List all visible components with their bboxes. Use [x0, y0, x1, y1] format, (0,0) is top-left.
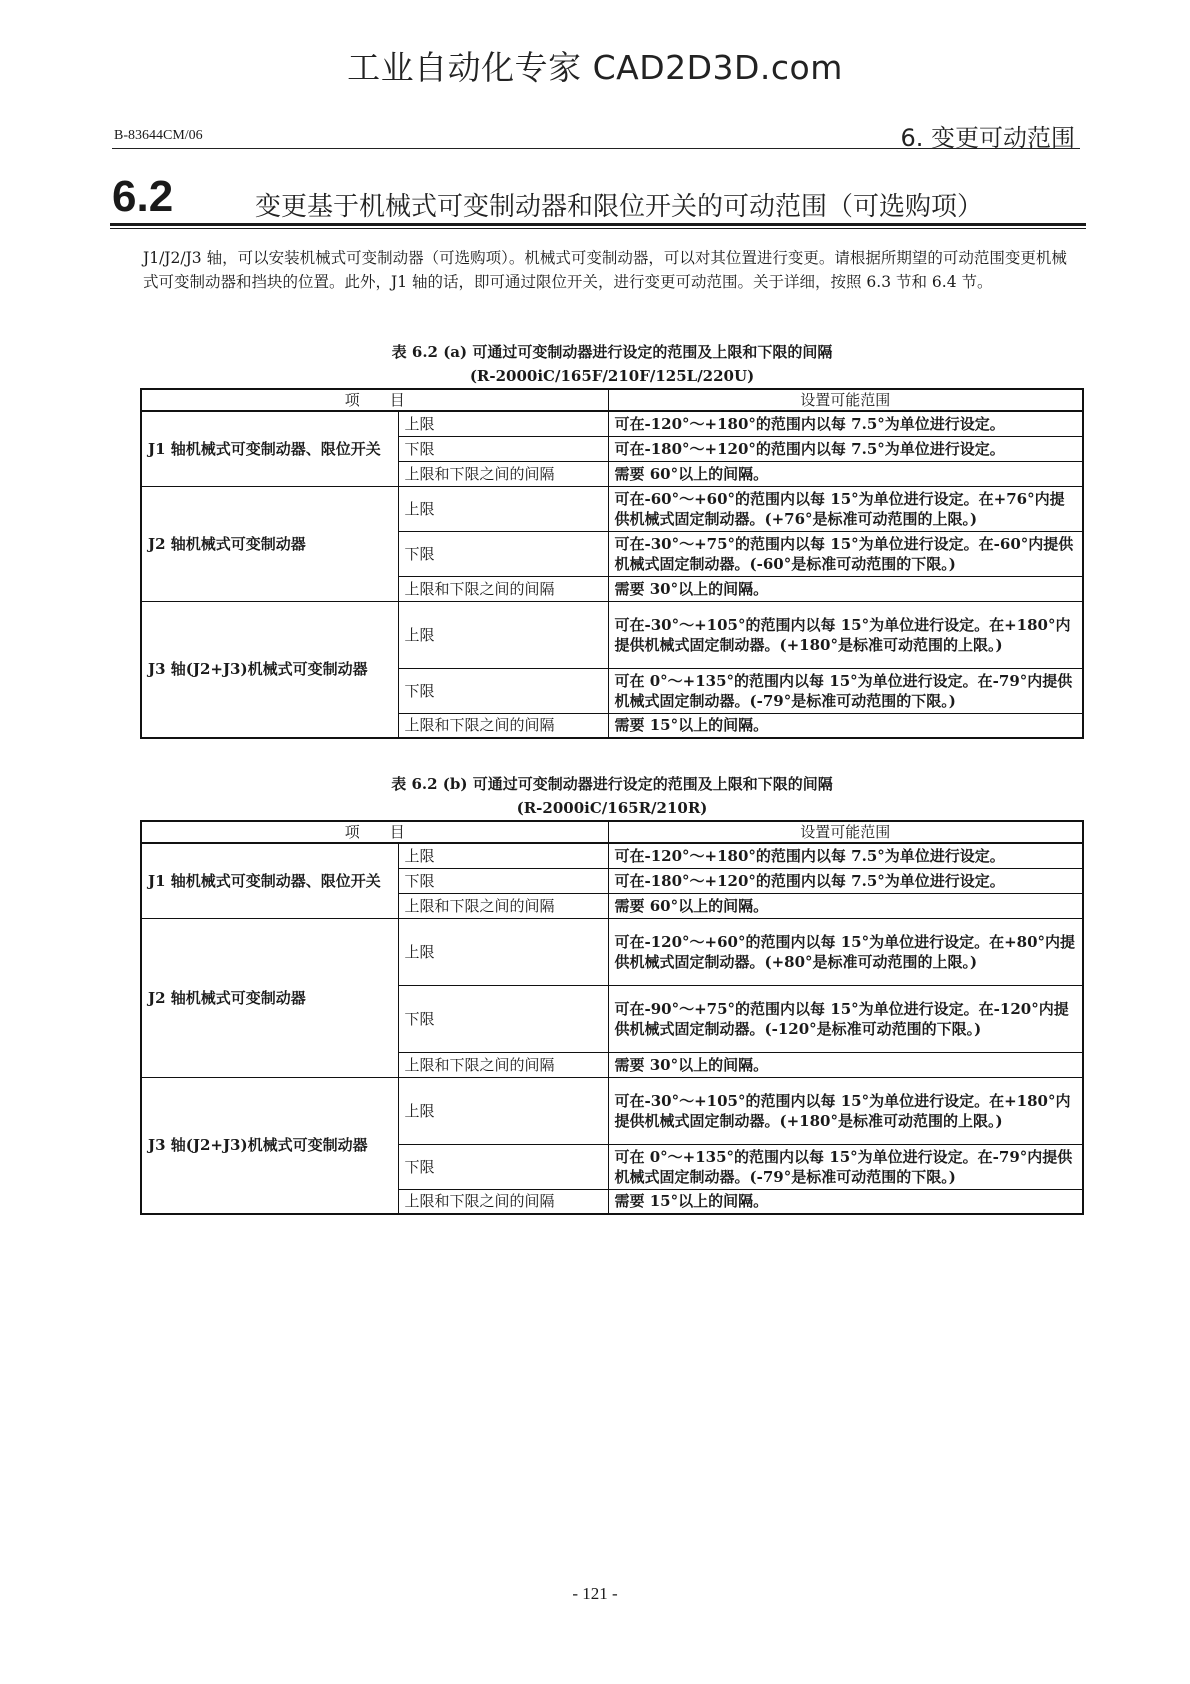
header-range: 设置可能范围: [608, 389, 1083, 411]
range-cell: 需要 60°以上的间隔。: [608, 893, 1083, 918]
range-cell: 需要 60°以上的间隔。: [608, 461, 1083, 486]
condition-cell: 上限和下限之间的间隔: [398, 1189, 608, 1214]
condition-cell: 下限: [398, 531, 608, 576]
range-cell: 可在-120°～+60°的范围内以每 15°为单位进行设定。在+80°内提供机械式固定制动器。(+80°是标准可动范围的上限。): [608, 918, 1083, 985]
table-row: [141, 1077, 1083, 1144]
range-cell: 可在-180°～+120°的范围内以每 7.5°为单位进行设定。: [608, 868, 1083, 893]
range-cell: 可在-90°～+75°的范围内以每 15°为单位进行设定。在-120°内提供机械式固定制动器。(-120°是标准可动范围的下限。): [608, 985, 1083, 1052]
condition-cell: 上限和下限之间的间隔: [398, 713, 608, 738]
condition-cell: 上限: [398, 601, 608, 668]
table-row: [141, 918, 1083, 985]
range-cell: 需要 15°以上的间隔。: [608, 1189, 1083, 1214]
document-code: B-83644CM/06: [114, 128, 203, 143]
section-rule-thin: [110, 228, 1086, 229]
section-rule: [110, 223, 1086, 226]
condition-cell: 上限和下限之间的间隔: [398, 893, 608, 918]
item-cell: J2 轴机械式可变制动器: [141, 486, 398, 601]
condition-cell: 下限: [398, 668, 608, 713]
header-item: 项 目: [141, 389, 608, 411]
condition-cell: 上限: [398, 918, 608, 985]
table-row: [141, 843, 1083, 868]
range-cell: 可在-30°～+75°的范围内以每 15°为单位进行设定。在-60°内提供机械式固定制动器。(-60°是标准可动范围的下限。): [608, 531, 1083, 576]
range-cell: 可在-30°～+105°的范围内以每 15°为单位进行设定。在+180°内提供机械式固定制动器。(+180°是标准可动范围的上限。): [608, 1077, 1083, 1144]
condition-cell: 上限: [398, 486, 608, 531]
table-header-row: [141, 389, 1083, 411]
header-divider: [112, 148, 1080, 149]
condition-cell: 上限: [398, 411, 608, 436]
condition-cell: 下限: [398, 1144, 608, 1189]
condition-cell: 下限: [398, 868, 608, 893]
item-cell: J1 轴机械式可变制动器、限位开关: [141, 411, 398, 486]
header-item: 项 目: [141, 821, 608, 843]
table-b-model: (R-2000iC/165R/210R): [516, 799, 708, 817]
range-cell: 可在-30°～+105°的范围内以每 15°为单位进行设定。在+180°内提供机械式固定制动器。(+180°是标准可动范围的上限。): [608, 601, 1083, 668]
range-cell: 可在 0°～+135°的范围内以每 15°为单位进行设定。在-79°内提供机械式固定制动器。(-79°是标准可动范围的下限。): [608, 1144, 1083, 1189]
item-cell: J2 轴机械式可变制动器: [141, 918, 398, 1077]
header-range: 设置可能范围: [608, 821, 1083, 843]
section-number: 6.2: [112, 172, 174, 221]
condition-cell: 上限和下限之间的间隔: [398, 461, 608, 486]
table-a: [140, 388, 1084, 739]
range-cell: 可在-60°～+60°的范围内以每 15°为单位进行设定。在+76°内提供机械式固定制动器。(+76°是标准可动范围的上限。): [608, 486, 1083, 531]
page-number: - 121 -: [572, 1584, 618, 1603]
table-row: [141, 411, 1083, 436]
table-a-caption: 表 6.2 (a) 可通过可变制动器进行设定的范围及上限和下限的间隔: [391, 343, 833, 361]
condition-cell: 上限: [398, 1077, 608, 1144]
table-header-row: [141, 821, 1083, 843]
watermark-text: 工业自动化专家 CAD2D3D.com: [347, 48, 843, 87]
table-b-caption: 表 6.2 (b) 可通过可变制动器进行设定的范围及上限和下限的间隔: [391, 775, 833, 793]
condition-cell: 上限和下限之间的间隔: [398, 576, 608, 601]
condition-cell: 下限: [398, 436, 608, 461]
item-cell: J1 轴机械式可变制动器、限位开关: [141, 843, 398, 918]
table-a-model: (R-2000iC/165F/210F/125L/220U): [469, 367, 755, 385]
range-cell: 可在-120°～+180°的范围内以每 7.5°为单位进行设定。: [608, 411, 1083, 436]
item-cell: J3 轴(J2+J3)机械式可变制动器: [141, 601, 398, 738]
intro-paragraph: J1/J2/J3 轴，可以安装机械式可变制动器（可选购项）。机械式可变制动器，可以对其位置进行变更。请根据所期望的可动范围变更机械式可变制动器和挡块的位置。此外，J1 轴的话，即可通过限位开关，进行变更可动范围。关于详细，按照 6.3 节和 6.4 节。: [143, 249, 1067, 291]
range-cell: 需要 30°以上的间隔。: [608, 1052, 1083, 1077]
chapter-title: 6. 变更可动范围: [900, 124, 1075, 152]
range-cell: 需要 15°以上的间隔。: [608, 713, 1083, 738]
condition-cell: 上限: [398, 843, 608, 868]
condition-cell: 下限: [398, 985, 608, 1052]
range-cell: 需要 30°以上的间隔。: [608, 576, 1083, 601]
table-row: [141, 601, 1083, 668]
table-b: [140, 820, 1084, 1215]
range-cell: 可在 0°～+135°的范围内以每 15°为单位进行设定。在-79°内提供机械式固定制动器。(-79°是标准可动范围的下限。): [608, 668, 1083, 713]
section-title: 变更基于机械式可变制动器和限位开关的可动范围（可选购项）: [255, 192, 984, 222]
range-cell: 可在-120°～+180°的范围内以每 7.5°为单位进行设定。: [608, 843, 1083, 868]
table-row: [141, 486, 1083, 531]
item-cell: J3 轴(J2+J3)机械式可变制动器: [141, 1077, 398, 1214]
condition-cell: 上限和下限之间的间隔: [398, 1052, 608, 1077]
range-cell: 可在-180°～+120°的范围内以每 7.5°为单位进行设定。: [608, 436, 1083, 461]
